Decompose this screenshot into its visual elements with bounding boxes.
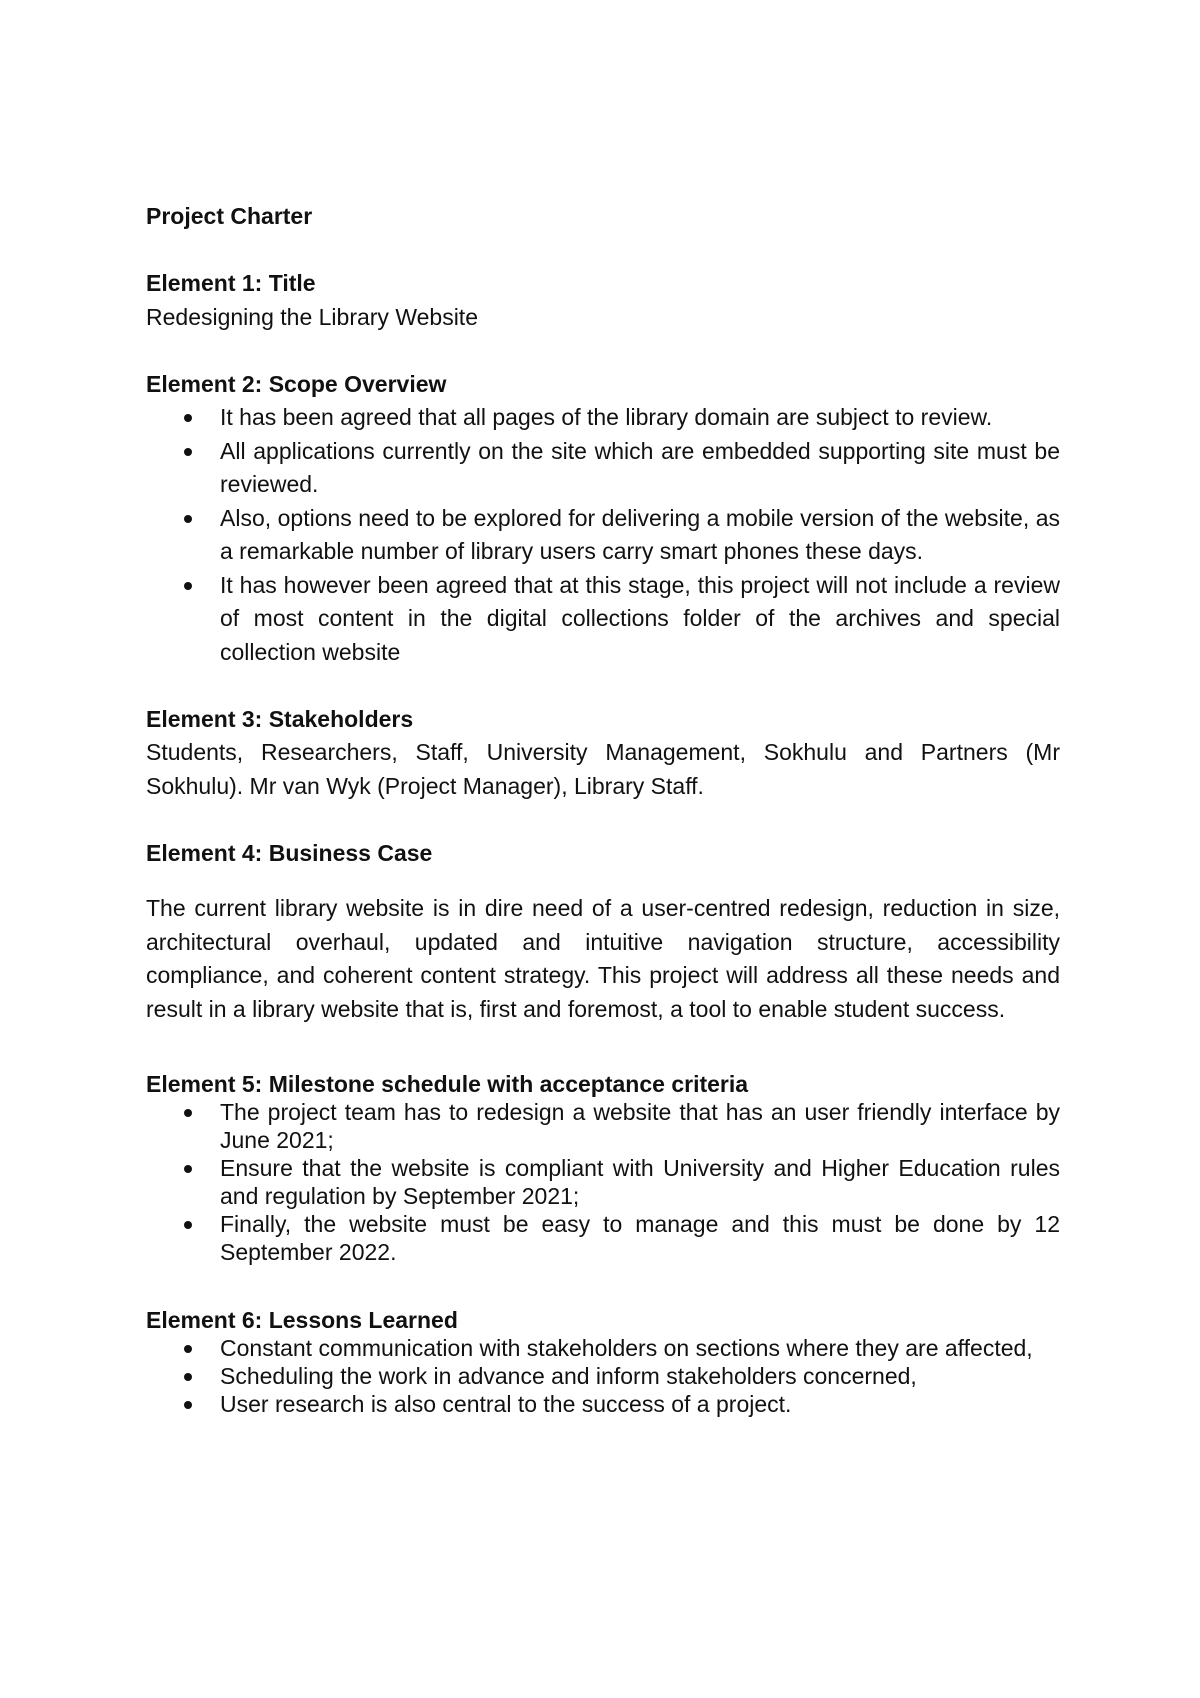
list-item — [146, 435, 1060, 502]
list-item-text: Ensure that the website is compliant with University and Higher Education rules and regulation by September 2021; — [220, 1155, 1060, 1209]
project-title-text: Redesigning the Library Website — [146, 303, 478, 330]
section-heading-lessons: Element 6: Lessons Learned — [146, 1307, 458, 1333]
list-item — [146, 569, 1060, 670]
bullet-icon — [184, 1221, 192, 1229]
list-item-text: Constant communication with stakeholders on sections where they are affected, — [220, 1335, 1033, 1361]
bullet-icon — [184, 414, 192, 422]
section-heading-scope: Element 2: Scope Overview — [146, 370, 447, 397]
list-item — [146, 1362, 1060, 1390]
bullet-icon — [184, 1165, 192, 1173]
list-item-text: It has been agreed that all pages of the library domain are subject to review. — [220, 404, 993, 430]
lessons-bullet-list — [146, 1334, 1060, 1418]
bullet-icon — [184, 1401, 192, 1409]
list-item-text: Also, options need to be explored for delivering a mobile version of the website, as a remarkable number of library users carry smart phones these days. — [220, 504, 1060, 564]
spacer — [146, 1026, 1060, 1070]
spacer — [146, 870, 1060, 892]
bullet-icon — [184, 448, 192, 456]
spacer — [146, 803, 1060, 837]
list-item-text: All applications currently on the site which are embedded supporting site must be reviewed. — [220, 437, 1060, 497]
list-item — [146, 1390, 1060, 1418]
list-item-text: Finally, the website must be easy to manage and this must be done by 12 September 2022. — [220, 1211, 1060, 1265]
section-business-case — [146, 837, 1060, 1027]
list-item — [146, 502, 1060, 569]
list-item-text: Scheduling the work in advance and inform stakeholders concerned, — [220, 1363, 917, 1389]
spacer — [146, 234, 1060, 268]
bullet-icon — [184, 1373, 192, 1381]
section-heading-business-case: Element 4: Business Case — [146, 839, 433, 866]
list-item-text: The project team has to redesign a website that has an user friendly interface by June 2021; — [220, 1099, 1060, 1153]
scope-bullet-list — [146, 401, 1060, 669]
section-stakeholders — [146, 703, 1060, 804]
list-item — [146, 1154, 1060, 1210]
section-heading-title: Element 1: Title — [146, 270, 316, 296]
spacer — [146, 669, 1060, 703]
bullet-icon — [184, 515, 192, 523]
bullet-icon — [184, 1345, 192, 1353]
list-item-text: It has however been agreed that at this stage, this project will not include a review of most content in the digital collections folder of the archives and special collection website — [220, 571, 1060, 665]
list-item — [146, 401, 1060, 435]
list-item — [146, 1334, 1060, 1362]
spacer — [146, 1266, 1060, 1306]
stakeholders-text: Students, Researchers, Staff, University Management, Sokhulu and Partners (Mr Sokhulu). Mr van Wyk (Project Manager), Library Staff. — [146, 739, 1060, 799]
section-heading-stakeholders: Element 3: Stakeholders — [146, 705, 414, 732]
bullet-icon — [184, 1109, 192, 1117]
list-item-text: User research is also central to the success of a project. — [220, 1391, 792, 1417]
document-title: Project Charter — [146, 203, 313, 229]
section-title — [146, 267, 1060, 334]
section-scope-overview — [146, 368, 1060, 670]
spacer — [146, 334, 1060, 368]
bullet-icon — [184, 582, 192, 590]
milestone-bullet-list — [146, 1098, 1060, 1266]
document-page — [146, 200, 1060, 1418]
section-lessons-learned — [146, 1306, 1060, 1418]
section-heading-milestones: Element 5: Milestone schedule with acceptance criteria — [146, 1071, 749, 1097]
list-item — [146, 1098, 1060, 1154]
list-item — [146, 1210, 1060, 1266]
business-case-text: The current library website is in dire need of a user-centred redesign, reduction in size, architectural overhaul, updated and intuitive navigation structure, accessibility compliance, and coherent content strategy. This project will address all these needs and result in a library website that is, first and foremost, a tool to enable student success. — [146, 895, 1060, 1022]
section-milestone-schedule — [146, 1070, 1060, 1266]
